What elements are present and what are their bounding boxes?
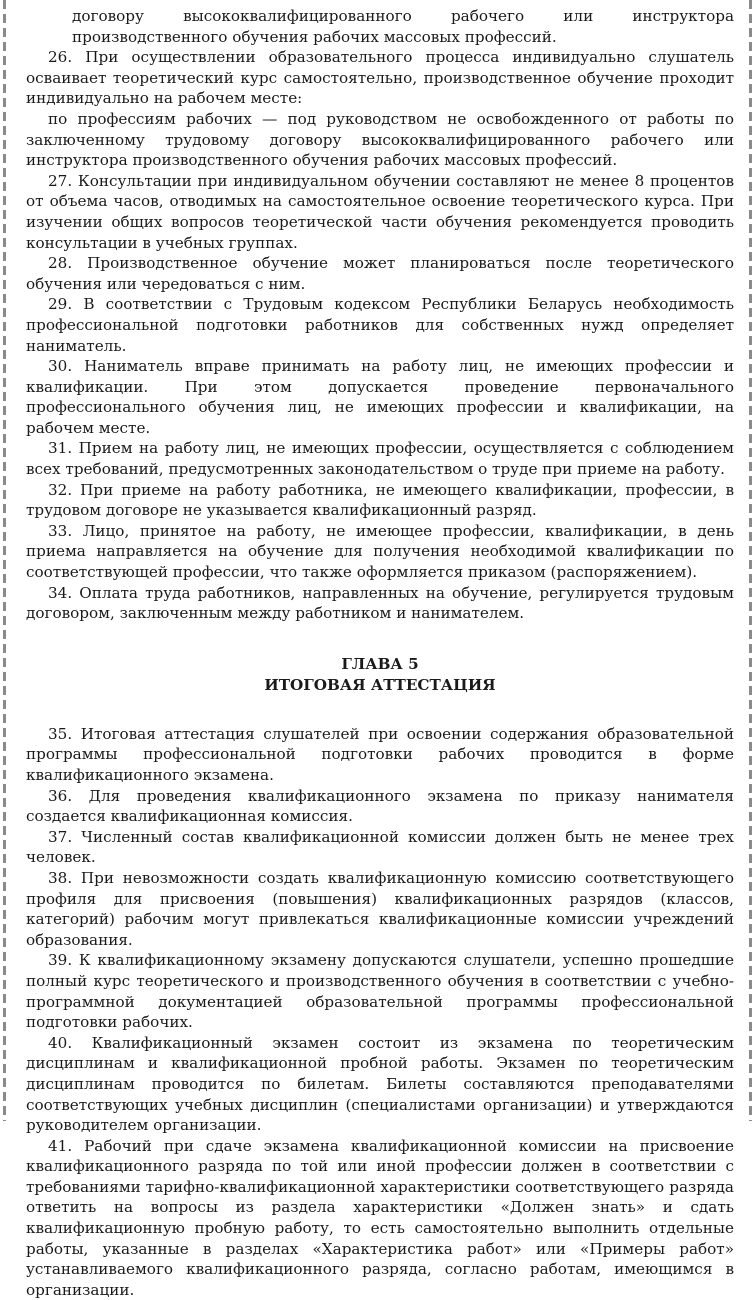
- paragraph-28: 28. Производственное обучение может планироваться после теоретического обучения или чередоваться с ним.: [26, 254, 734, 293]
- document-page: [26, 6, 734, 1300]
- paragraph-26: 26. При осуществлении образовательного процесса индивидуально слушатель осваивает теоретический курс самостоятельно, производственное обучение проходит индивидуально на рабочем месте:: [26, 48, 734, 108]
- paragraph-39: 39. К квалификационному экзамену допускаются слушатели, успешно прошедшие полный курс теоретического и производственного обучения в соответствии с учебно-программной документацией образовательной программы профессиональной подготовки рабочих.: [26, 951, 734, 1032]
- paragraph-30: 30. Наниматель вправе принимать на работу лиц, не имеющих профессии и квалификации. При этом допускается проведение первоначального профессионального обучения лиц, не имеющих профессии и квалификации, на рабочем месте.: [26, 357, 734, 437]
- paragraph-38: 38. При невозможности создать квалификационную комиссию соответствующего профиля для присвоения (повышения) квалификационных разрядов (классов, категорий) рабочим могут привлекаться квалификационные комиссии учреждений образования.: [26, 868, 734, 949]
- paragraph-36: 36. Для проведения квалификационного экзамена по приказу нанимателя создается квалификационная комиссия.: [26, 786, 734, 826]
- paragraph-31: 31. Прием на работу лиц, не имеющих профессии, осуществляется с соблюдением всех требований, предусмотренных законодательством о труде при приеме на работу.: [26, 439, 734, 479]
- paragraph-26-subitem: по профессиям рабочих — под руководством не освобожденного от работы по заключенному трудовому договору высококвалифицированного рабочего или инструктора производственного обучения рабочих массовых профессий.: [26, 109, 734, 170]
- paragraph-32: 32. При приеме на работу работника, не имеющего квалификации, профессии, в трудовом договоре не указывается квалификационный разряд.: [26, 480, 734, 520]
- paragraph-40: 40. Квалификационный экзамен состоит из экзамена по теоретическим дисциплинам и квалификационной пробной работы. Экзамен по теоретическим дисциплинам проводится по билетам. Билеты составляются преподавателями соответствующих учебных дисциплин (специалистами организации) и утверждаются руководителем организации.: [26, 1033, 734, 1135]
- page-border-left: [3, 0, 6, 1121]
- chapter-spacer: [26, 696, 734, 724]
- chapter-heading: [26, 654, 734, 696]
- paragraph-33: 33. Лицо, принятое на работу, не имеющее профессии, квалификации, в день приема направляется на обучение для получения необходимой квалификации по соответствующей профессии, что также оформляется приказом (распоряжением).: [26, 521, 734, 582]
- paragraph-27: 27. Консультации при индивидуальном обучении составляют не менее 8 процентов от объема часов, отводимых на самостоятельное освоение теоретического курса. При изучении общих вопросов теоретической части обучения рекомендуется проводить консультации в учебных группах.: [26, 171, 734, 252]
- paragraph-35: 35. Итоговая аттестация слушателей при освоении содержания образовательной программы профессиональной подготовки рабочих проводится в форме квалификационного экзамена.: [26, 724, 734, 784]
- chapter-number: ГЛАВА 5: [341, 654, 419, 673]
- paragraph-34: 34. Оплата труда работников, направленных на обучение, регулируется трудовым договором, заключенным между работником и нанимателем.: [26, 583, 734, 623]
- paragraph-37: 37. Численный состав квалификационной комиссии должен быть не менее трех человек.: [26, 827, 734, 867]
- chapter-title: ИТОГОВАЯ АТТЕСТАЦИЯ: [264, 675, 496, 694]
- paragraph-41: 41. Рабочий при сдаче экзамена квалификационной комиссии на присвоение квалификационного разряда по той или иной профессии должен в соответствии с требованиями тарифно-квалификационной характеристики соответствующего разряда ответить на вопросы из раздела характеристики «Должен знать» и сдать квалификационную пробную работу, то есть самостоятельно выполнить отдельные работы, указанные в разделах «Характеристика работ» или «Примеры работ» устанавливаемого квалификационного разряда, согласно работам, имеющимся в организации.: [26, 1136, 734, 1299]
- paragraph-continuation: договору высококвалифицированного рабочего или инструктора производственного обучения рабочих массовых профессий.: [72, 7, 734, 46]
- paragraph-29: 29. В соответствии с Трудовым кодексом Республики Беларусь необходимость профессиональной подготовки работников для собственных нужд определяет наниматель.: [26, 295, 734, 355]
- page-border-right: [749, 0, 752, 1121]
